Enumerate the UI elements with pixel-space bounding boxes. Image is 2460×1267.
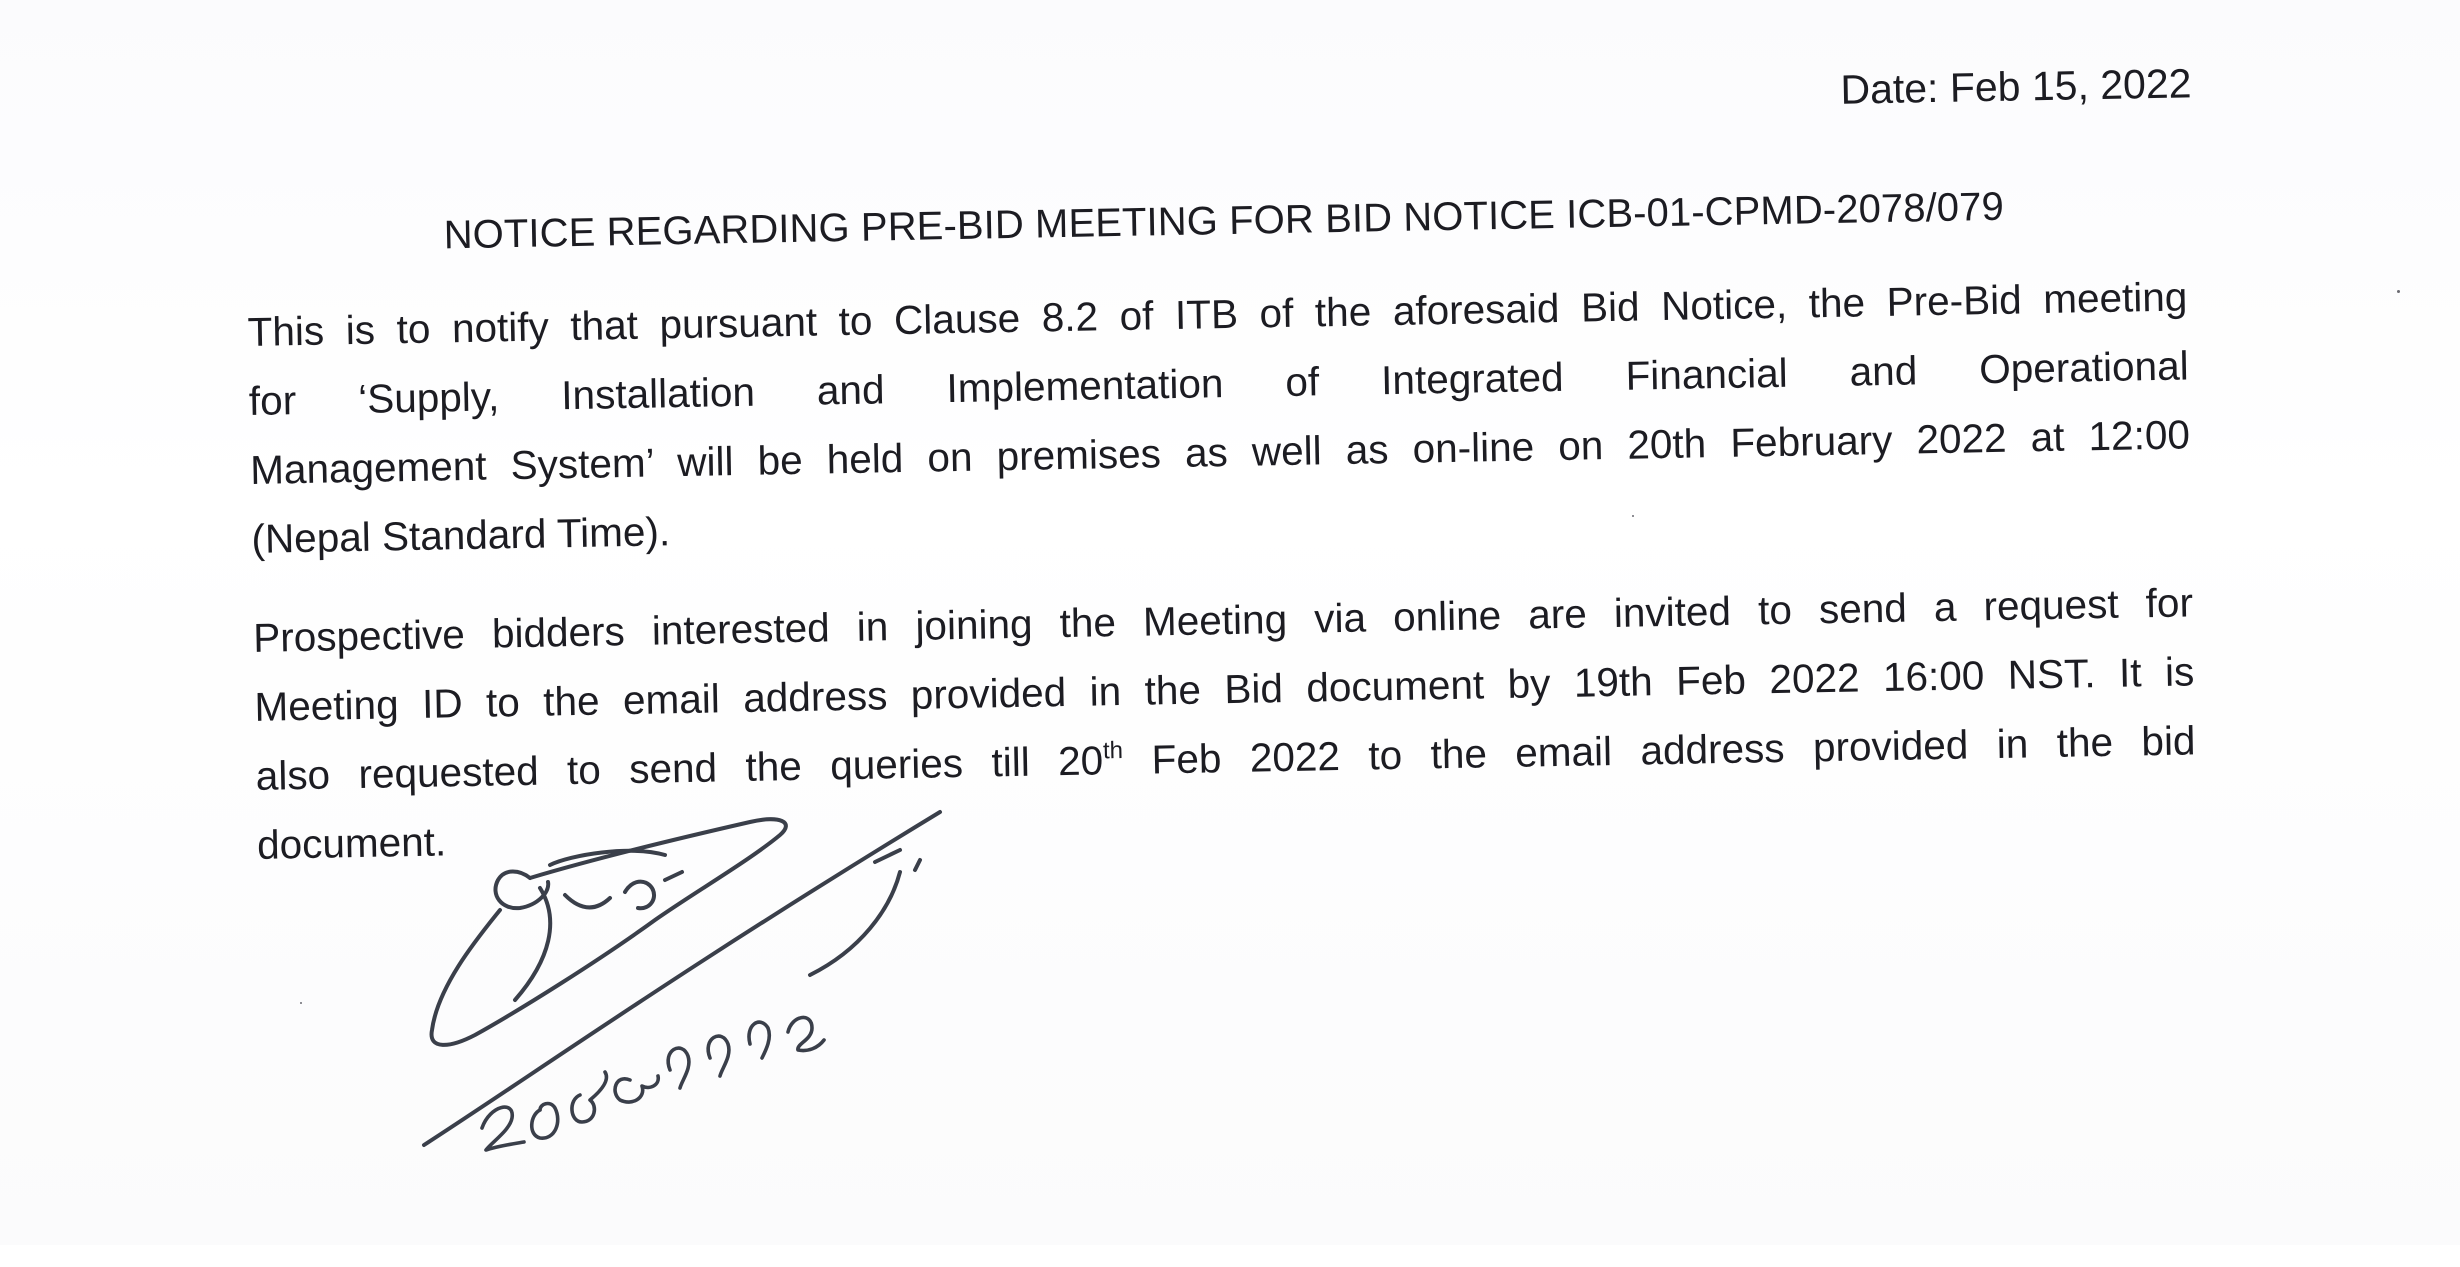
scan-speck — [300, 1002, 302, 1004]
paragraph-1-line-3: Management System’ will be held on premises as well as on-line on 20th February 2022 at 12:00 — [249, 411, 2191, 493]
handwritten-signature — [420, 800, 980, 1180]
scan-speck — [2397, 290, 2400, 293]
notice-paragraph-1 — [247, 262, 2192, 574]
paragraph-2-line-2: Meeting ID to the email address provided in the Bid document by 19th Feb 2022 16:00 NST. It is — [254, 648, 2195, 730]
paragraph-2-line-1: Prospective bidders interested in joining the Meeting via online are invited to send a request for — [252, 579, 2194, 661]
paragraph-1-line-4: (Nepal Standard Time). — [251, 508, 671, 562]
paragraph-1-line-2: for ‘Supply, Installation and Implementation of Integrated Financial and Operational — [248, 342, 2190, 424]
paragraph-2-line-4: document. — [256, 818, 447, 868]
signature-date-strokes — [482, 1017, 824, 1150]
notice-title: NOTICE REGARDING PRE-BID MEETING FOR BID NOTICE ICB-01-CPMD-2078/079 — [443, 184, 2005, 258]
paragraph-1-line-1: This is to notify that pursuant to Clause 8.2 of ITB of the aforesaid Bid Notice, the Pre-Bid meeting — [247, 273, 2188, 355]
notice-date: Date: Feb 15, 2022 — [1840, 60, 2192, 113]
signature-strokes — [424, 812, 940, 1145]
scan-speck — [1632, 515, 1634, 517]
paragraph-2-line-3-start: also requested to send the queries till 20 — [255, 737, 1104, 799]
ordinal-suffix: th — [1102, 736, 1124, 764]
paragraph-2-line-3-end: Feb 2022 to the email address provided in the bid — [1122, 717, 2196, 783]
